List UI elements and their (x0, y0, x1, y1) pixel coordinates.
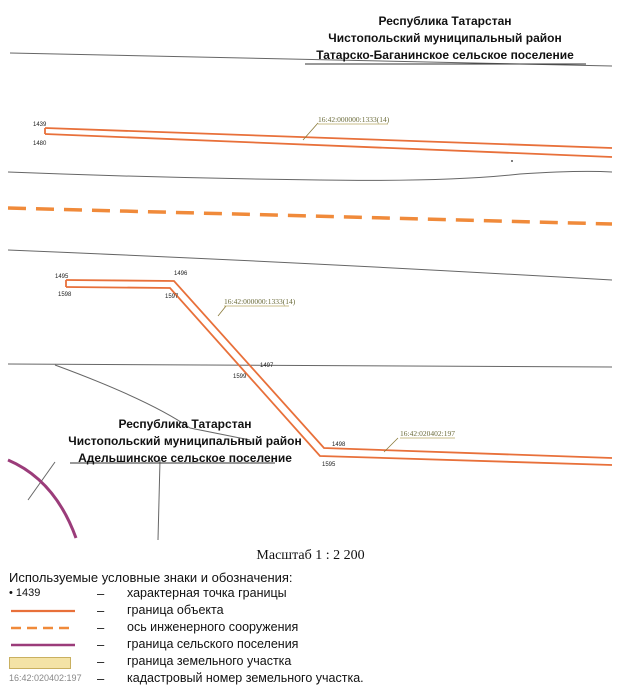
map-scale: Масштаб 1 : 2 200 (256, 548, 365, 563)
parcel-leader-middle (218, 306, 226, 316)
point-label: 1598 (58, 292, 72, 298)
field-line-upper (8, 171, 612, 180)
object-border-symbol (9, 603, 79, 619)
legend-item-object-border (9, 603, 609, 619)
point-label: 1495 (55, 274, 69, 280)
point-label: 1496 (174, 271, 188, 277)
legend-label: ось инженерного сооружения (127, 620, 299, 634)
legend-label: характерная точка границы (127, 586, 287, 600)
parcel-label-middle: 16:42:000000:1333(14) (224, 297, 296, 306)
parcel-label-top: 16:42:000000:1333(14) (318, 115, 390, 124)
settlement-border-line (8, 460, 76, 538)
legend-item-cadastral-number (9, 671, 609, 687)
field-line-middle (8, 364, 612, 367)
legend-label: граница объекта (127, 603, 224, 617)
legend-item-settlement-border (9, 637, 609, 653)
point-label: 1597 (165, 294, 179, 300)
region-south-line-2: Чистопольский муниципальный район (68, 434, 302, 448)
parcel-label-right: 16:42:020402:197 (400, 429, 456, 438)
legend-label: граница земельного участка (127, 654, 292, 668)
region-south-line-1: Республика Татарстан (118, 417, 252, 431)
legend-item-engineering-axis (9, 620, 609, 636)
legend-label: граница сельского поселения (127, 637, 299, 651)
region-north-line-1: Республика Татарстан (378, 14, 512, 28)
point-label: 1480 (33, 141, 47, 147)
point-label: 1599 (233, 374, 247, 380)
land-plot-symbol (9, 657, 71, 669)
legend-dash: – (97, 586, 105, 601)
point-label: 1595 (322, 462, 336, 468)
engineering-axis-line (8, 208, 612, 224)
field-line-lower (8, 250, 612, 280)
engineering-axis-symbol (9, 620, 79, 636)
legend-dash: – (97, 654, 105, 669)
legend-item-land-plot-border (9, 654, 609, 670)
region-north-line-2: Чистопольский муниципальный район (328, 31, 562, 45)
point-label: 1439 (33, 122, 47, 128)
track-line (158, 460, 160, 540)
legend-dash: – (97, 637, 105, 652)
legend-dash: – (97, 671, 105, 686)
region-south-line-3: Адельшинское сельское поселение (78, 451, 292, 465)
legend-label: кадастровый номер земельного участка. (127, 671, 364, 685)
legend-title: Используемые условные знаки и обозначения: (9, 570, 293, 585)
point-label: 1497 (260, 363, 274, 369)
legend-item-point (9, 586, 609, 602)
settlement-border-symbol (9, 637, 79, 653)
legend-dash: – (97, 603, 105, 618)
point-label: 1498 (332, 442, 346, 448)
region-label-south (40, 416, 330, 467)
survey-dot (511, 160, 513, 162)
cadastral-number-symbol: 16:42:020402:197 (9, 673, 82, 683)
legend-dash: – (97, 620, 105, 635)
point-symbol: • 1439 (9, 587, 41, 599)
region-north-line-3: Татарско-Баганинское сельское поселение (316, 48, 574, 62)
region-label-north (300, 13, 590, 64)
